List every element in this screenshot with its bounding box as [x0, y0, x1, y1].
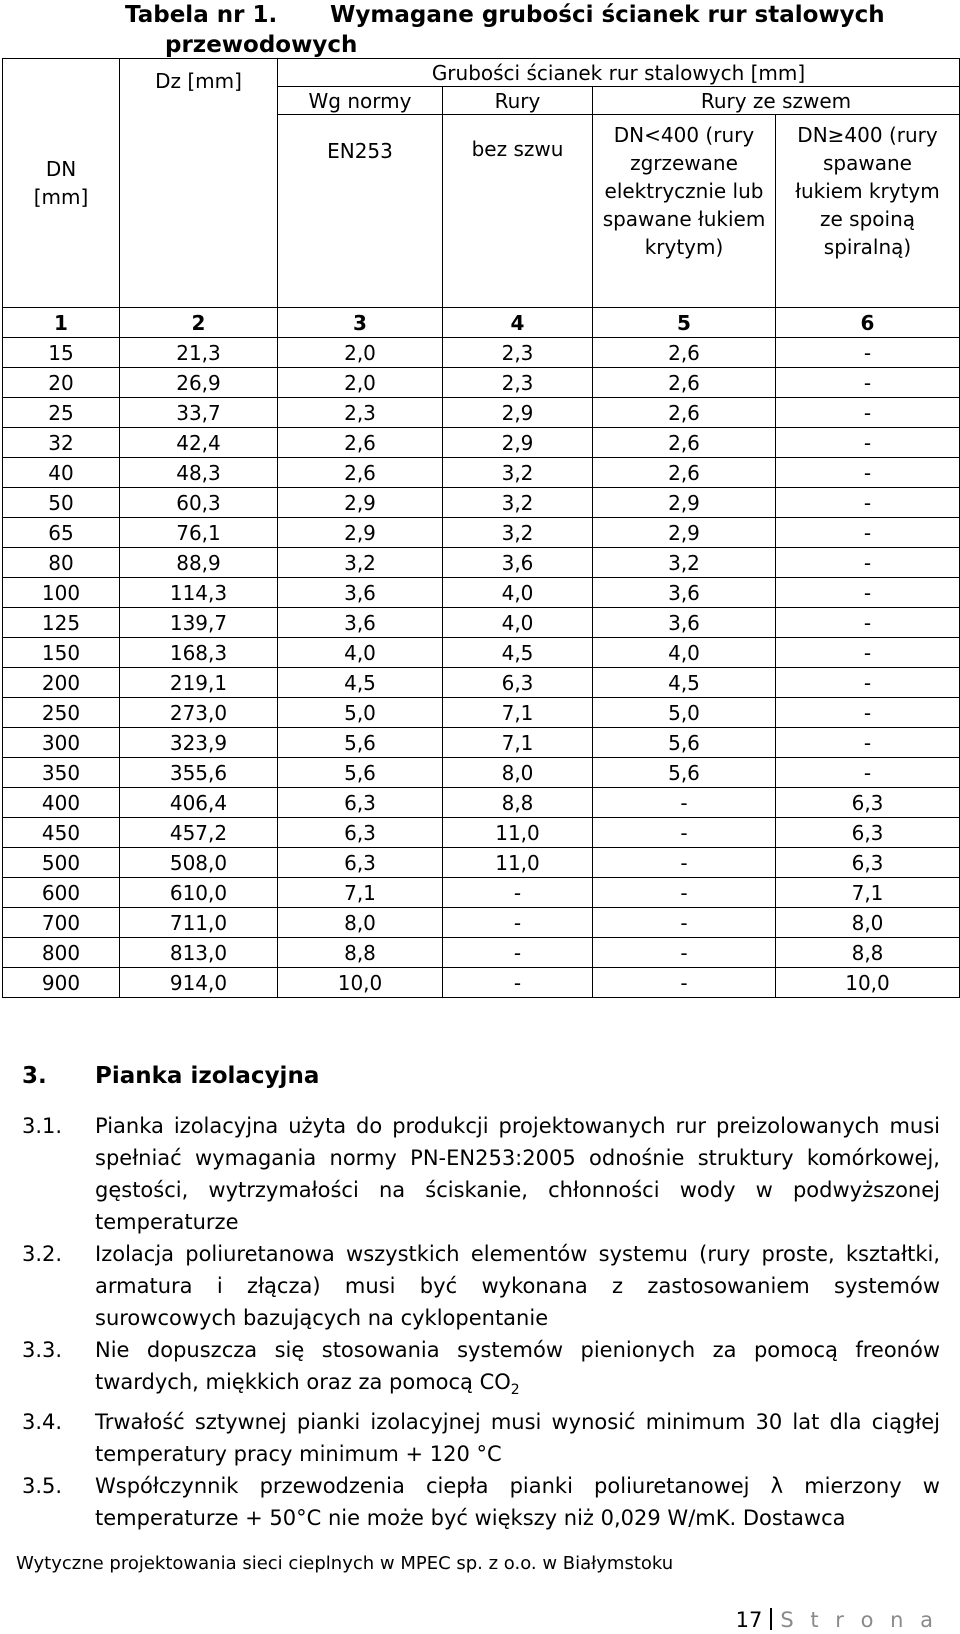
column-number: 6 [776, 308, 960, 338]
table-cell: 6,3 [776, 848, 960, 878]
table-cell: 40 [3, 458, 120, 488]
list-item [22, 1470, 940, 1534]
header-seamless-sub: bez szwu [443, 115, 593, 308]
table-cell: 4,5 [593, 668, 776, 698]
table-cell: - [593, 848, 776, 878]
column-number: 4 [443, 308, 593, 338]
table-cell: 2,9 [593, 518, 776, 548]
table-cell: 76,1 [120, 518, 278, 548]
table-cell: 3,2 [443, 488, 593, 518]
table-row [3, 728, 960, 758]
table-cell: 5,6 [593, 758, 776, 788]
table-row [3, 488, 960, 518]
table-cell: 610,0 [120, 878, 278, 908]
table-cell: 125 [3, 608, 120, 638]
table-cell: 4,0 [278, 638, 443, 668]
table-cell: 7,1 [776, 878, 960, 908]
table-cell: 3,6 [278, 608, 443, 638]
table-cell: 406,4 [120, 788, 278, 818]
table-row [3, 578, 960, 608]
table-cell: 2,6 [593, 368, 776, 398]
table-cell: 2,9 [593, 488, 776, 518]
table-cell: 2,6 [593, 458, 776, 488]
table-cell: 4,5 [278, 668, 443, 698]
table-cell: 4,0 [443, 608, 593, 638]
table-cell: 600 [3, 878, 120, 908]
table-cell: - [776, 488, 960, 518]
table-cell: 2,0 [278, 338, 443, 368]
table-cell: 300 [3, 728, 120, 758]
table-cell: 2,9 [443, 398, 593, 428]
table-cell: 2,0 [278, 368, 443, 398]
table-cell: 323,9 [120, 728, 278, 758]
table-cell: 508,0 [120, 848, 278, 878]
item-text: Nie dopuszcza się stosowania systemów pienionych za pomocą freonów twardych, miękkich oraz za pomocą $CO_2$ [95, 1338, 940, 1399]
table-cell: 2,6 [593, 398, 776, 428]
table-cell: 88,9 [120, 548, 278, 578]
table-cell: 711,0 [120, 908, 278, 938]
header-seamless: Rury [443, 87, 593, 115]
table-cell: 15 [3, 338, 120, 368]
table-cell: - [776, 398, 960, 428]
item-number: 3.1. [22, 1114, 63, 1138]
table-cell: 3,6 [593, 578, 776, 608]
table-row [3, 638, 960, 668]
table-row [3, 908, 960, 938]
table-cell: 700 [3, 908, 120, 938]
table-cell: 2,6 [278, 428, 443, 458]
table-cell: - [776, 338, 960, 368]
table-cell: 7,1 [443, 698, 593, 728]
table-row [3, 398, 960, 428]
table-row [3, 938, 960, 968]
table-cell: 2,9 [278, 518, 443, 548]
table-row [3, 878, 960, 908]
table-cell: 3,2 [443, 458, 593, 488]
table-cell: - [776, 428, 960, 458]
table-cell: 8,0 [278, 908, 443, 938]
table-row [3, 758, 960, 788]
item-number: 3.3. [22, 1338, 63, 1362]
list-item [22, 1238, 940, 1334]
table-cell: 2,3 [443, 368, 593, 398]
table-cell: 20 [3, 368, 120, 398]
column-number: 1 [3, 308, 120, 338]
table-row [3, 698, 960, 728]
table-cell: 150 [3, 638, 120, 668]
wall-thickness-table [2, 58, 960, 998]
table-cell: 3,6 [443, 548, 593, 578]
table-cell: 350 [3, 758, 120, 788]
table-cell: 800 [3, 938, 120, 968]
list-item [22, 1110, 940, 1238]
table-cell: - [443, 878, 593, 908]
table-cell: 900 [3, 968, 120, 998]
table-cell: - [776, 518, 960, 548]
table-cell: 3,2 [593, 548, 776, 578]
table-row [3, 518, 960, 548]
table-cell: 8,0 [776, 908, 960, 938]
table-cell: 2,9 [278, 488, 443, 518]
table-row [3, 548, 960, 578]
table-cell: - [443, 938, 593, 968]
table-cell: - [443, 908, 593, 938]
table-cell: 8,8 [776, 938, 960, 968]
section-number: 3. [22, 1063, 47, 1089]
page-footer: Wytyczne projektowania sieci cieplnych w MPEC sp. z o.o. w Białymstoku [16, 1553, 674, 1574]
table-row [3, 608, 960, 638]
page-number-value: 17 [735, 1608, 763, 1632]
table-cell: 457,2 [120, 818, 278, 848]
table-cell: - [776, 548, 960, 578]
table-cell: - [443, 968, 593, 998]
list-item [22, 1406, 940, 1470]
table-cell: 5,6 [278, 728, 443, 758]
table-cell: - [593, 878, 776, 908]
table-cell: 8,8 [278, 938, 443, 968]
table-row [3, 788, 960, 818]
table-cell: 25 [3, 398, 120, 428]
header-norm-code: EN253 [278, 115, 443, 308]
table-cell: 8,0 [443, 758, 593, 788]
header-seam-b: DN≥400 (rury spawane łukiem krytym ze spoiną spiralną) [776, 115, 960, 308]
table-cell: - [776, 698, 960, 728]
subscript: 2 [510, 1382, 520, 1399]
column-number: 3 [278, 308, 443, 338]
table-cell: 65 [3, 518, 120, 548]
table-row [3, 668, 960, 698]
table-cell: 10,0 [776, 968, 960, 998]
page-separator [770, 1608, 772, 1630]
table-row [3, 368, 960, 398]
table-cell: - [776, 638, 960, 668]
table-cell: - [776, 728, 960, 758]
table-cell: 273,0 [120, 698, 278, 728]
table-cell: 3,6 [593, 608, 776, 638]
table-cell: 3,6 [278, 578, 443, 608]
table-cell: 813,0 [120, 938, 278, 968]
table-cell: 200 [3, 668, 120, 698]
table-cell: 6,3 [776, 818, 960, 848]
item-number: 3.5. [22, 1474, 63, 1499]
table-cell: 3,2 [278, 548, 443, 578]
table-cell: 5,6 [593, 728, 776, 758]
table-cell: 11,0 [443, 818, 593, 848]
requirements-list [22, 1110, 940, 1534]
table-cell: 2,6 [593, 428, 776, 458]
table-cell: 7,1 [278, 878, 443, 908]
table-cell: 33,7 [120, 398, 278, 428]
table-cell: 250 [3, 698, 120, 728]
column-number-row [3, 308, 960, 338]
table-cell: 60,3 [120, 488, 278, 518]
table-cell: 6,3 [443, 668, 593, 698]
table-cell: - [776, 458, 960, 488]
item-text: Pianka izolacyjna użyta do produkcji projektowanych rur preizolowanych musi spełniać wymagania normy PN-EN253:2005 odnośnie struktury komórkowej, gęstości, wytrzymałości na ściskanie, chłonności wody w podwyższonej temperaturze [95, 1114, 940, 1234]
table-row [3, 968, 960, 998]
item-number: 3.2. [22, 1242, 63, 1266]
table-cell: 168,3 [120, 638, 278, 668]
column-number: 5 [593, 308, 776, 338]
table-cell: 6,3 [278, 848, 443, 878]
table-cell: 450 [3, 818, 120, 848]
table-row [3, 458, 960, 488]
table-row [3, 428, 960, 458]
table-cell: 42,4 [120, 428, 278, 458]
table-cell: 6,3 [278, 818, 443, 848]
table-cell: 26,9 [120, 368, 278, 398]
table-cell: 21,3 [120, 338, 278, 368]
table-cell: 3,2 [443, 518, 593, 548]
item-text: Trwałość sztywnej pianki izolacyjnej musi wynosić minimum 30 lat dla ciągłej temperatury pracy minimum + 120 °C [95, 1410, 940, 1467]
table-title-line2: przewodowych [165, 32, 358, 58]
table-cell: 48,3 [120, 458, 278, 488]
page-label: S t r o n a [780, 1608, 938, 1632]
table-cell: 4,0 [593, 638, 776, 668]
page-number [736, 1608, 938, 1632]
table-cell: 355,6 [120, 758, 278, 788]
table-cell: - [776, 608, 960, 638]
item-number: 3.4. [22, 1410, 63, 1435]
table-row [3, 848, 960, 878]
table-cell: 2,6 [278, 458, 443, 488]
table-cell: - [593, 938, 776, 968]
table-row [3, 338, 960, 368]
header-dz: Dz [mm] [120, 59, 278, 308]
table-cell: - [593, 968, 776, 998]
table-cell: - [593, 818, 776, 848]
table-cell: - [776, 368, 960, 398]
table-cell: 11,0 [443, 848, 593, 878]
item-text: Współczynnik przewodzenia ciepła pianki poliuretanowej λ mierzony w temperaturze + 50°C nie może być większy niż 0,029 W/mK. Dostawca [95, 1474, 940, 1531]
table-cell: 139,7 [120, 608, 278, 638]
table-cell: 80 [3, 548, 120, 578]
table-cell: 500 [3, 848, 120, 878]
table-cell: 6,3 [776, 788, 960, 818]
table-cell: - [776, 758, 960, 788]
table-cell: 4,5 [443, 638, 593, 668]
table-cell: - [593, 908, 776, 938]
list-item [22, 1334, 940, 1406]
table-label: Tabela nr 1. [125, 2, 278, 28]
table-title-line1: Wymagane grubości ścianek rur stalowych [330, 2, 885, 28]
table-cell: 2,3 [443, 338, 593, 368]
table-cell: 5,0 [278, 698, 443, 728]
section-title: Pianka izolacyjna [95, 1063, 320, 1089]
table-cell: 914,0 [120, 968, 278, 998]
table-cell: 114,3 [120, 578, 278, 608]
header-seam: Rury ze szwem [593, 87, 960, 115]
item-text: Izolacja poliuretanowa wszystkich elementów systemu (rury proste, kształtki, armatura i złącza) musi być wykonana z zastosowaniem systemów surowcowych bazujących na cyklopentanie [95, 1242, 940, 1330]
table-cell: 219,1 [120, 668, 278, 698]
table-cell: 5,6 [278, 758, 443, 788]
header-group: Grubości ścianek rur stalowych [mm] [278, 59, 960, 87]
table-cell: 2,3 [278, 398, 443, 428]
table-cell: 10,0 [278, 968, 443, 998]
table-cell: - [776, 578, 960, 608]
table-cell: - [776, 668, 960, 698]
table-cell: 6,3 [278, 788, 443, 818]
table-cell: - [593, 788, 776, 818]
table-cell: 2,9 [443, 428, 593, 458]
table-cell: 32 [3, 428, 120, 458]
table-cell: 7,1 [443, 728, 593, 758]
table-cell: 100 [3, 578, 120, 608]
table-cell: 400 [3, 788, 120, 818]
table-row [3, 818, 960, 848]
table-cell: 8,8 [443, 788, 593, 818]
table-cell: 50 [3, 488, 120, 518]
table-cell: 2,6 [593, 338, 776, 368]
header-seam-a: DN<400 (rury zgrzewane elektrycznie lub spawane łukiem krytym) [593, 115, 776, 308]
header-dn: DN [mm] [3, 59, 120, 308]
table-cell: 5,0 [593, 698, 776, 728]
header-norm: Wg normy [278, 87, 443, 115]
table-cell: 4,0 [443, 578, 593, 608]
column-number: 2 [120, 308, 278, 338]
